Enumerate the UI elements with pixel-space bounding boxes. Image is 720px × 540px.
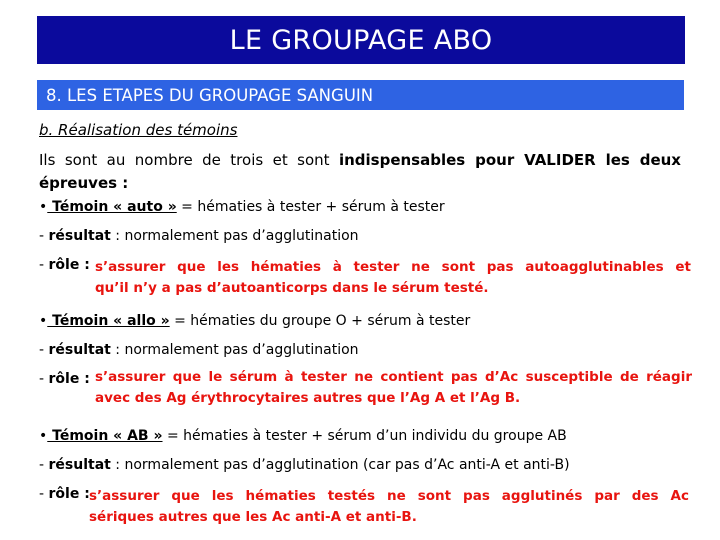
role-line-2: qu’il n’y a pas d’autoanticorps dans le sérum testé. bbox=[95, 280, 489, 296]
temoin-ab-name: Témoin « AB » bbox=[47, 428, 163, 444]
intro-paragraph bbox=[39, 149, 681, 195]
temoin-allo-line bbox=[39, 313, 470, 329]
temoin-auto-resultat: - résultat : normalement pas d’agglutination bbox=[39, 228, 359, 244]
resultat-text: : normalement pas d’agglutination bbox=[110, 342, 359, 358]
temoin-auto-line bbox=[39, 199, 445, 215]
role-line-1: s’assurer que les hématies testés ne sont pas agglutinés par des Ac bbox=[89, 488, 689, 504]
intro-bold-text: indispensables pour VALIDER les deux épreuves : bbox=[39, 151, 681, 192]
role-line-2: sériques autres que les Ac anti-A et anti-B. bbox=[89, 509, 417, 525]
temoin-allo-desc: = hématies du groupe O + sérum à tester bbox=[169, 313, 471, 329]
temoin-auto-desc: = hématies à tester + sérum à tester bbox=[176, 199, 445, 215]
role-line-2: avec des Ag érythrocytaires autres que l’Ag A et l’Ag B. bbox=[95, 390, 521, 406]
bullet-icon: • bbox=[39, 199, 48, 215]
bullet-icon: • bbox=[39, 428, 48, 444]
role-label: rôle : bbox=[48, 257, 90, 273]
slide-title: LE GROUPAGE ABO bbox=[37, 16, 685, 64]
temoin-ab-line bbox=[39, 428, 567, 444]
temoin-allo-resultat: - résultat : normalement pas d’agglutination bbox=[39, 342, 359, 358]
resultat-label: résultat bbox=[48, 457, 111, 473]
section-heading: 8. LES ETAPES DU GROUPAGE SANGUIN bbox=[37, 80, 684, 110]
temoin-auto-role bbox=[95, 257, 691, 299]
temoin-auto-role-label: - rôle : bbox=[39, 257, 90, 273]
temoin-allo-name: Témoin « allo » bbox=[47, 313, 170, 329]
intro-text: Ils sont au nombre de trois et sont bbox=[39, 151, 339, 169]
role-label: rôle : bbox=[48, 371, 90, 387]
temoin-ab-role-label: - rôle : bbox=[39, 486, 90, 502]
bullet-icon: • bbox=[39, 313, 48, 329]
temoin-ab-desc: = hématies à tester + sérum d’un individu du groupe AB bbox=[162, 428, 567, 444]
temoin-allo-role-label: - rôle : bbox=[39, 371, 90, 387]
resultat-label: résultat bbox=[48, 228, 111, 244]
role-line-1: s’assurer que les hématies à tester ne sont pas autoagglutinables et bbox=[95, 259, 691, 275]
temoin-ab-resultat: - résultat : normalement pas d’agglutination (car pas d’Ac anti-A et anti-B) bbox=[39, 457, 570, 473]
role-label: rôle : bbox=[48, 486, 90, 502]
role-line-1: s’assurer que le sérum à tester ne contient pas d’Ac susceptible de réagir bbox=[95, 369, 692, 385]
temoin-auto-name: Témoin « auto » bbox=[47, 199, 177, 215]
resultat-text: : normalement pas d’agglutination bbox=[110, 228, 359, 244]
subsection-title: b. Réalisation des témoins bbox=[39, 121, 238, 139]
temoin-allo-role bbox=[95, 367, 692, 409]
temoin-ab-role bbox=[89, 486, 689, 528]
resultat-label: résultat bbox=[48, 342, 111, 358]
resultat-text: : normalement pas d’agglutination (car pas d’Ac anti-A et anti-B) bbox=[110, 457, 570, 473]
